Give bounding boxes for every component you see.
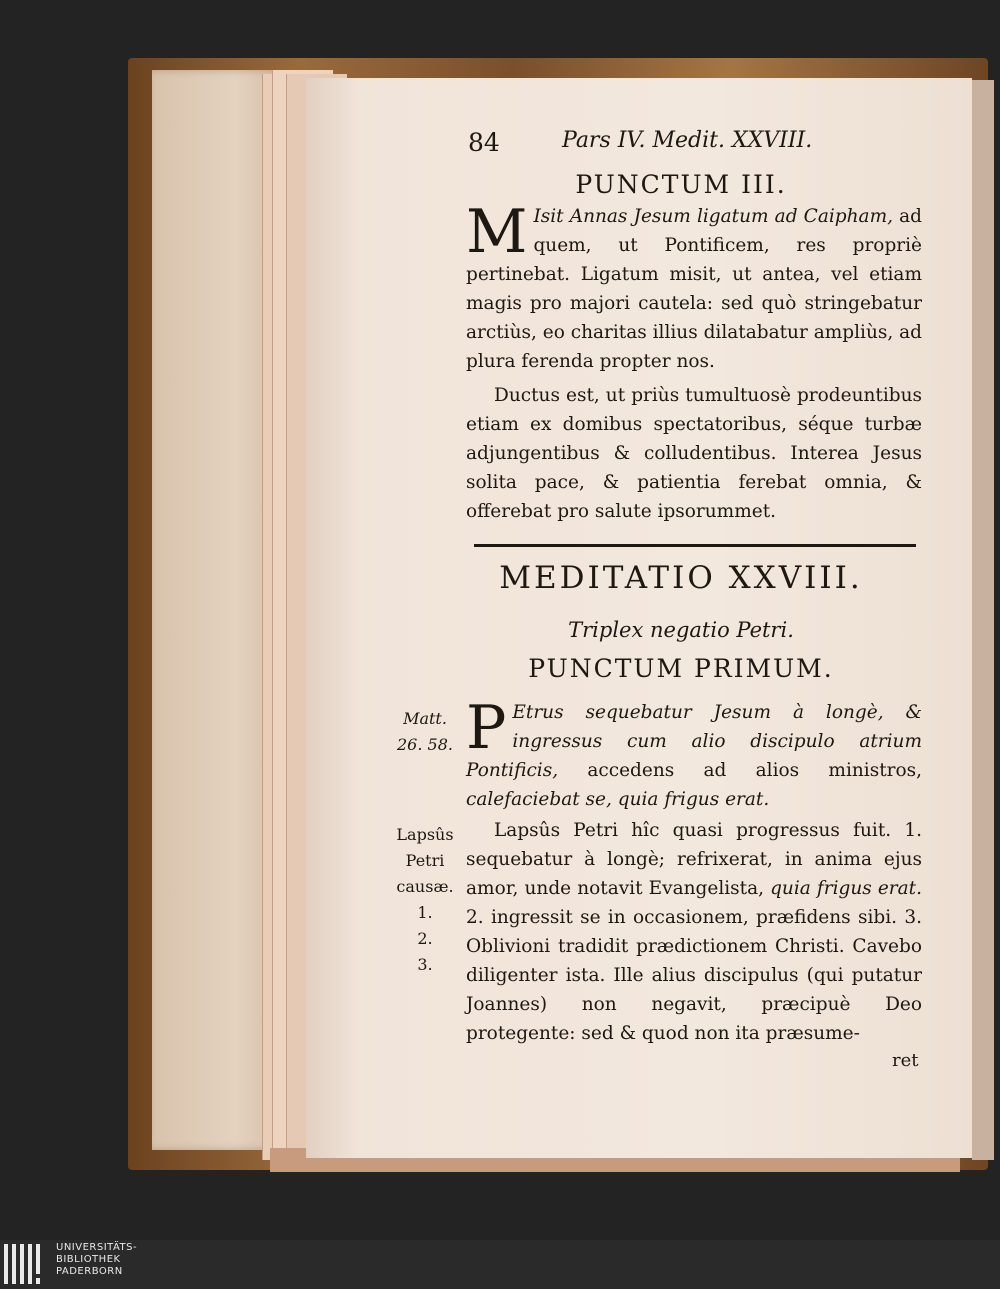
running-header — [468, 128, 908, 162]
body-text: Ductus est, ut priùs tumultuosè prodeuntibus etiam ex domibus spectatoribus, séque turbæ adjungentibus & colludentibus. Interea Jesus solita pace, & patientia ferebat omnia, & offerebat pro salute ipsorummet. — [466, 385, 922, 522]
library-logo-icon — [4, 1244, 46, 1284]
paragraph — [466, 816, 922, 1048]
page-number: 84 — [468, 128, 500, 157]
section-heading: PUNCTUM PRIMUM. — [528, 654, 834, 683]
book-page — [306, 78, 972, 1158]
italic-text: Isit Annas Jesum ligatum ad Caipham, — [533, 206, 893, 227]
body-text: ad quem, ut Pontificem, res propriè pertinebat. Ligatum misit, ut antea, vel etiam magis pro majori cautela: sed quò stringebatur arctiùs, eo charitas illius dilatabatur ampliùs, ad plura ferenda propter nos. — [466, 206, 922, 372]
margin-line: 26. 58. — [397, 735, 453, 754]
page-edge-right — [972, 80, 994, 1160]
body-text: accedens ad alios ministros, — [558, 760, 922, 781]
divider-rule — [474, 544, 916, 547]
running-title: Pars IV. Medit. XXVIII. — [562, 128, 813, 153]
italic-text: calefaciebat se, quia frigus erat. — [466, 789, 770, 810]
body-text: Lapsûs Petri hîc quasi progressus fuit. 1. sequebatur à longè; refrixerat, in anima ejus amor, unde notavit Evangelista, — [466, 820, 922, 899]
section-heading: PUNCTUM III. — [575, 170, 787, 199]
margin-line: causæ. — [396, 877, 454, 896]
library-logo-text — [56, 1242, 137, 1278]
catchword: ret — [892, 1050, 919, 1071]
margin-line: Petri — [405, 851, 445, 870]
body-text: 2. ingressit se in occasionem, præfidens sibi. 3. Oblivioni tradidit prædictionem Christi. Cavebo diligenter ista. Ille alius discipulus (qui putatur Joannes) non negavit, præcipuè Deo protegente: sed & quod non ita præsume- — [466, 907, 922, 1044]
margin-line: 2. — [417, 929, 433, 948]
margin-line: 3. — [417, 955, 433, 974]
italic-text: Etrus sequebatur Jesum à longè, & ingressus cum alio discipulo atrium Pontificis, — [466, 702, 922, 781]
drop-cap: M — [466, 197, 528, 267]
margin-note — [388, 822, 462, 978]
paragraph — [466, 381, 922, 526]
drop-cap: P — [466, 693, 507, 763]
meditation-title: MEDITATIO XXVIII. — [499, 560, 863, 596]
logo-line: UNIVERSITÄTS- — [56, 1242, 138, 1253]
margin-line: Matt. — [403, 709, 447, 728]
logo-line: PADERBORN — [56, 1266, 123, 1277]
margin-line: 1. — [417, 903, 433, 922]
margin-reference — [388, 706, 462, 758]
paragraph — [466, 693, 922, 814]
library-footer — [0, 1240, 1000, 1289]
meditation-subtitle: Triplex negatio Petri. — [568, 618, 794, 642]
logo-line: BIBLIOTHEK — [56, 1254, 121, 1265]
margin-line: Lapsûs — [396, 825, 454, 844]
paragraph — [466, 197, 922, 376]
italic-text: quia frigus erat. — [770, 878, 922, 899]
